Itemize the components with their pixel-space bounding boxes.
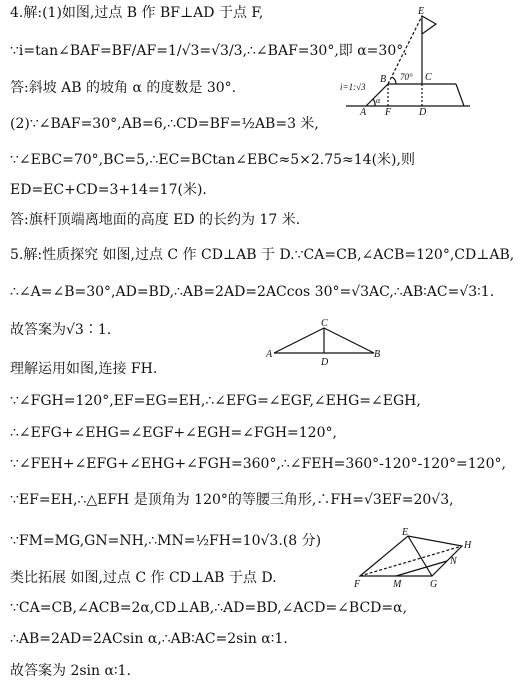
text-line: ED=EC+CD=3+14=17(米). <box>10 182 207 198</box>
flag <box>422 16 436 34</box>
text-line: ∴∠A=∠B=30°,AD=BD,∴AB=2AD=2ACcos 30°=√3AC,∴AB∶AC=√3∶1. <box>10 284 495 300</box>
label-b: B <box>380 74 387 85</box>
text-line: ∴∠EFG+∠EHG=∠EGF+∠EGH=∠FGH=120°, <box>10 425 337 441</box>
text-line: ∵EF=EH,∴△EFH 是顶角为 120°的等腰三角形,∴FH=√3EF=20√3, <box>10 492 454 508</box>
label-f: F <box>385 107 392 116</box>
text-line: ∵FM=MG,GN=NH,∴MN=½FH=10√3.(8 分) <box>10 533 322 549</box>
label-angle: 70° <box>400 72 413 82</box>
label-m: M <box>393 579 402 590</box>
figure-flagpole-slope <box>338 4 478 116</box>
label-h: H <box>464 540 472 551</box>
label-d: D <box>419 107 427 116</box>
label-slope: i=1:√3 <box>340 82 366 92</box>
figure-quadrilateral <box>350 528 480 590</box>
text-line: 4.解:(1)如图,过点 B 作 BF⊥AD 于点 F, <box>10 5 264 21</box>
text-line: 故答案为 2sin α∶1. <box>10 663 131 679</box>
label-g: G <box>430 579 438 590</box>
label-b: B <box>374 349 381 360</box>
text-line: ∵CA=CB,∠ACB=2α,CD⊥AB,∴AD=BD,∠ACD=∠BCD=α, <box>10 600 408 616</box>
text-line: ∵∠EBC=70°,BC=5,∴EC=BCtan∠EBC≈5×2.75≈14(米),则 <box>10 152 415 168</box>
label-n: N <box>450 556 457 567</box>
figure-isosceles-triangle <box>264 318 384 368</box>
text-line: ∵i=tan∠BAF=BF/AF=1/√3=√3/3,∴∠BAF=30°,即 α=30°. <box>10 43 408 59</box>
label-c: C <box>425 72 432 83</box>
text-line: 类比拓展 如图,过点 C 作 CD⊥AB 于点 D. <box>10 570 277 586</box>
label-c: C <box>321 318 328 329</box>
label-f: F <box>354 579 361 590</box>
label-e: E <box>418 6 425 17</box>
text-line: 故答案为√3∶1. <box>10 322 112 338</box>
label-e: E <box>402 528 409 538</box>
text-line: 理解运用如图,连接 FH. <box>10 361 158 377</box>
text-line: 答:斜坡 AB 的坡角 α 的度数是 30°. <box>10 80 237 96</box>
text-line: 5.解:性质探究 如图,过点 C 作 CD⊥AB 于 D.∵CA=CB,∠ACB=120°,CD⊥AB, <box>10 247 515 263</box>
label-a: A <box>360 107 367 116</box>
text-line: ∵∠FGH=120°,EF=EG=EH,∴∠EFG=∠EGF,∠EHG=∠EGH, <box>10 393 421 409</box>
text-line: (2)∵∠BAF=30°,AB=6,∴CD=BF=½AB=3 米, <box>10 116 319 132</box>
text-line: ∵∠FEH+∠EFG+∠EHG+∠FGH=360°,∴∠FEH=360°-120°-120°=120°, <box>10 456 506 472</box>
text-line: 答:旗杆顶端离地面的高度 ED 的长约为 17 米. <box>10 212 301 228</box>
label-a: A <box>266 349 273 360</box>
label-alpha: α <box>376 96 381 105</box>
text-line: ∴AB=2AD=2ACsin α,∴AB∶AC=2sin α∶1. <box>10 631 288 647</box>
label-d: D <box>321 357 329 368</box>
